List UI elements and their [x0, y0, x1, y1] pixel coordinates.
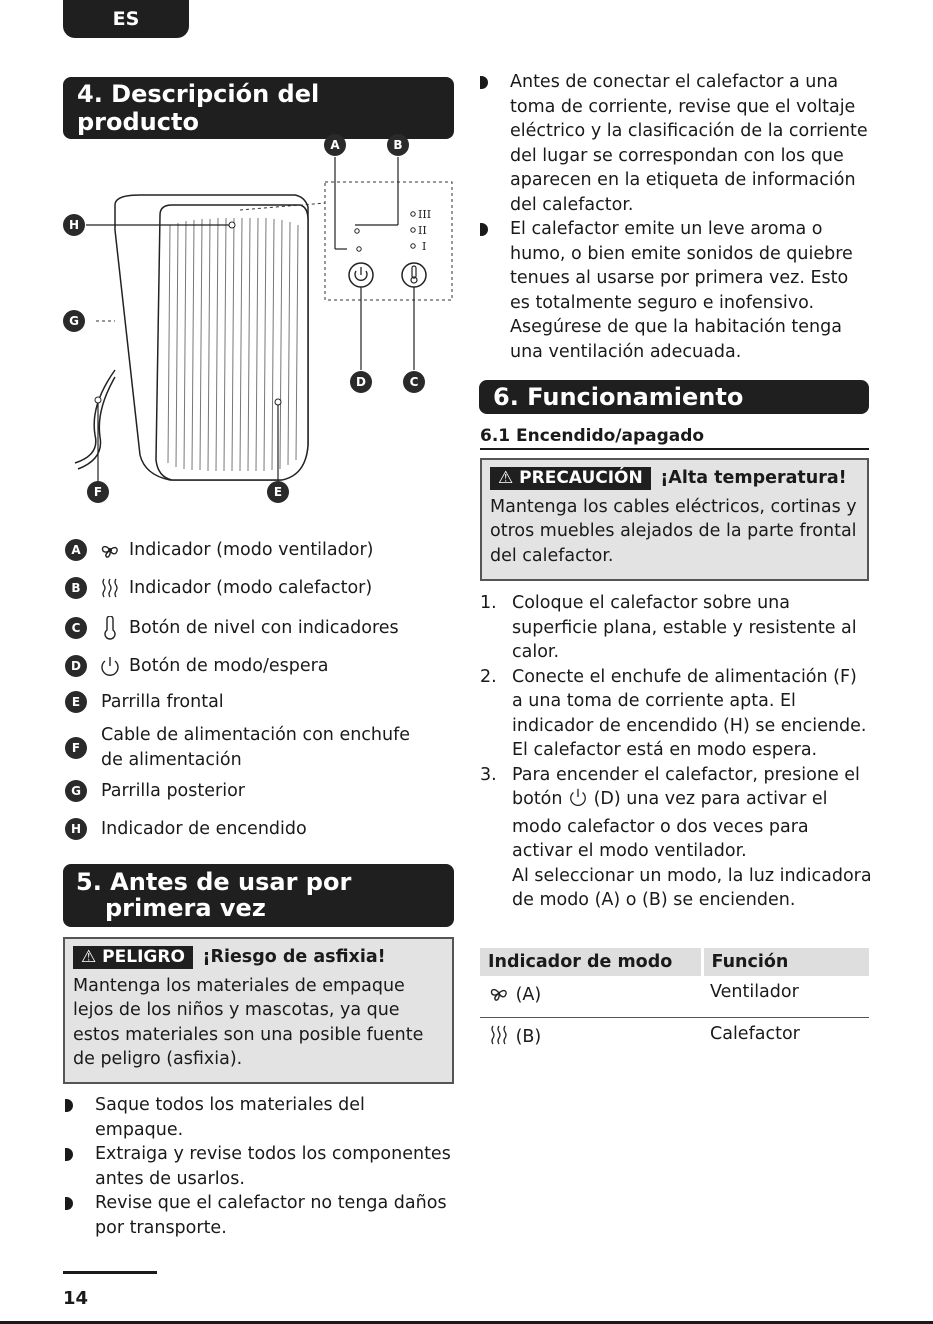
svg-text:II: II [418, 224, 427, 237]
diagram-label-h: H [68, 218, 80, 232]
legend-item-b [65, 577, 372, 599]
table-row [480, 1018, 869, 1060]
right-bullets [478, 70, 870, 364]
bullet-item: El calefactor emite un leve aroma o humo, o bien emite sonidos de quiebre tenues al usarse por primera vez. Esto es totalmente seguro e inofensivo. Asegúrese de que la habitación tenga una ventilación adecuada. [478, 217, 870, 364]
page-rule [63, 1271, 157, 1274]
mode-indicator: (B) [515, 1027, 542, 1047]
caution-text: Mantenga los cables eléctricos, cortinas y otros muebles alejados de la parte frontal del calefactor. [490, 496, 857, 566]
diagram-label-f: F [93, 485, 103, 499]
bullet-item: Revise que el calefactor no tenga daños por transporte. [63, 1191, 455, 1240]
step-item [480, 763, 872, 913]
step-text-before: Para encender el calefactor, presione el botón [512, 764, 860, 809]
operation-steps [480, 591, 872, 913]
mode-indicator: (A) [515, 985, 542, 1005]
step-text: Conecte el enchufe de alimentación (F) a una toma de corriente apta. El indicador de encendido (H) se enciende. El calefactor está en modo espera. [512, 666, 867, 760]
svg-text:I: I [422, 240, 427, 253]
warning-triangle-icon: ⚠ [81, 947, 103, 967]
warning-triangle-icon: ⚠ [498, 468, 520, 488]
caution-label-text: PRECAUCIÓN [519, 468, 643, 488]
diagram-label-e: E [273, 485, 283, 499]
section-6-title: 6. Funcionamiento [479, 380, 869, 414]
caution-warning-box [480, 458, 869, 581]
step-number: 1. [480, 593, 497, 613]
thermometer-icon [97, 616, 123, 640]
section-6-subtitle: 6.1 Encendido/apagado [480, 426, 869, 450]
power-icon [568, 787, 588, 815]
legend-text-b: Indicador (modo calefactor) [129, 578, 373, 598]
heat-waves-icon [97, 577, 123, 599]
danger-heading: ¡Riesgo de asfixia! [202, 947, 386, 967]
page-number: 14 [63, 1288, 89, 1309]
step-text-after: (D) una vez para activar el modo calefactor o dos veces para activar el modo ventilador. [512, 789, 828, 861]
fan-icon [97, 539, 123, 561]
fan-icon [488, 982, 510, 1009]
legend-text-f: Cable de alimentación con enchufe de alimentación [101, 725, 411, 770]
power-icon [97, 655, 123, 677]
danger-label-text: PELIGRO [102, 947, 185, 967]
legend-item-c [65, 616, 399, 640]
legend-text-a: Indicador (modo ventilador) [129, 540, 374, 560]
bullet-item: Saque todos los materiales del empaque. [63, 1093, 455, 1142]
table-row [480, 976, 869, 1018]
section-5-bullets [63, 1093, 455, 1240]
table-header: Función [702, 948, 869, 976]
danger-label [73, 946, 193, 969]
badge-g: G [65, 780, 87, 802]
svg-text:III: III [418, 208, 432, 221]
section-5-title: 5. Antes de usar por primera vez [63, 864, 454, 927]
step-number: 2. [480, 666, 497, 687]
table-cell: Calefactor [710, 1024, 800, 1044]
badge-e: E [65, 691, 87, 713]
mode-table [480, 948, 869, 1059]
step-item [480, 591, 872, 665]
legend-item-e [65, 691, 224, 713]
badge-d: D [65, 655, 87, 677]
diagram-label-d: D [356, 375, 366, 389]
step-number: 3. [480, 764, 497, 785]
diagram-label-a: A [330, 138, 340, 152]
heater-diagram [60, 125, 460, 515]
badge-b: B [65, 577, 87, 599]
table-cell [480, 1018, 702, 1060]
step-text: Coloque el calefactor sobre una superficie plana, estable y resistente al calor. [512, 593, 857, 662]
danger-text: Mantenga los materiales de empaque lejos de los niños y mascotas, ya que estos materiales son una posible fuente de peligro (asfixia). [73, 975, 424, 1069]
badge-c: C [65, 617, 87, 639]
heat-waves-icon [488, 1024, 510, 1051]
legend-item-d [65, 655, 329, 677]
legend-text-e: Parrilla frontal [101, 692, 224, 712]
badge-h: H [65, 818, 87, 840]
danger-warning-box [63, 937, 454, 1084]
legend-item-a [65, 539, 373, 561]
table-cell [480, 976, 702, 1018]
badge-a: A [65, 539, 87, 561]
legend-text-g: Parrilla posterior [101, 781, 245, 801]
legend-item-h [65, 818, 307, 840]
legend-item-f [65, 723, 431, 772]
diagram-label-b: B [393, 138, 403, 152]
section-4-title: 4. Descripción del producto [63, 77, 454, 139]
diagram-label-c: C [409, 375, 419, 389]
legend-text-d: Botón de modo/espera [129, 656, 329, 676]
caution-heading: ¡Alta temperatura! [660, 468, 847, 488]
legend-item-g [65, 780, 245, 802]
badge-f: F [65, 737, 87, 759]
language-tab: ES [63, 0, 189, 38]
diagram-label-g: G [69, 314, 79, 328]
table-header: Indicador de modo [480, 948, 702, 976]
step-note: Al seleccionar un modo, la luz indicadora de modo (A) o (B) se encienden. [512, 865, 872, 910]
table-header-row [480, 948, 869, 976]
caution-label [490, 467, 651, 490]
bullet-item: Extraiga y revise todos los componentes antes de usarlos. [63, 1142, 455, 1191]
table-cell: Ventilador [702, 976, 869, 1018]
legend-text-h: Indicador de encendido [101, 819, 307, 839]
step-item [480, 665, 872, 763]
legend-text-c: Botón de nivel con indicadores [129, 618, 399, 638]
bullet-item: Antes de conectar el calefactor a una toma de corriente, revise que el voltaje eléctrico y la clasificación de la corriente del lugar se correspondan con los que aparecen en la etiqueta de información del calefactor. [478, 70, 870, 217]
